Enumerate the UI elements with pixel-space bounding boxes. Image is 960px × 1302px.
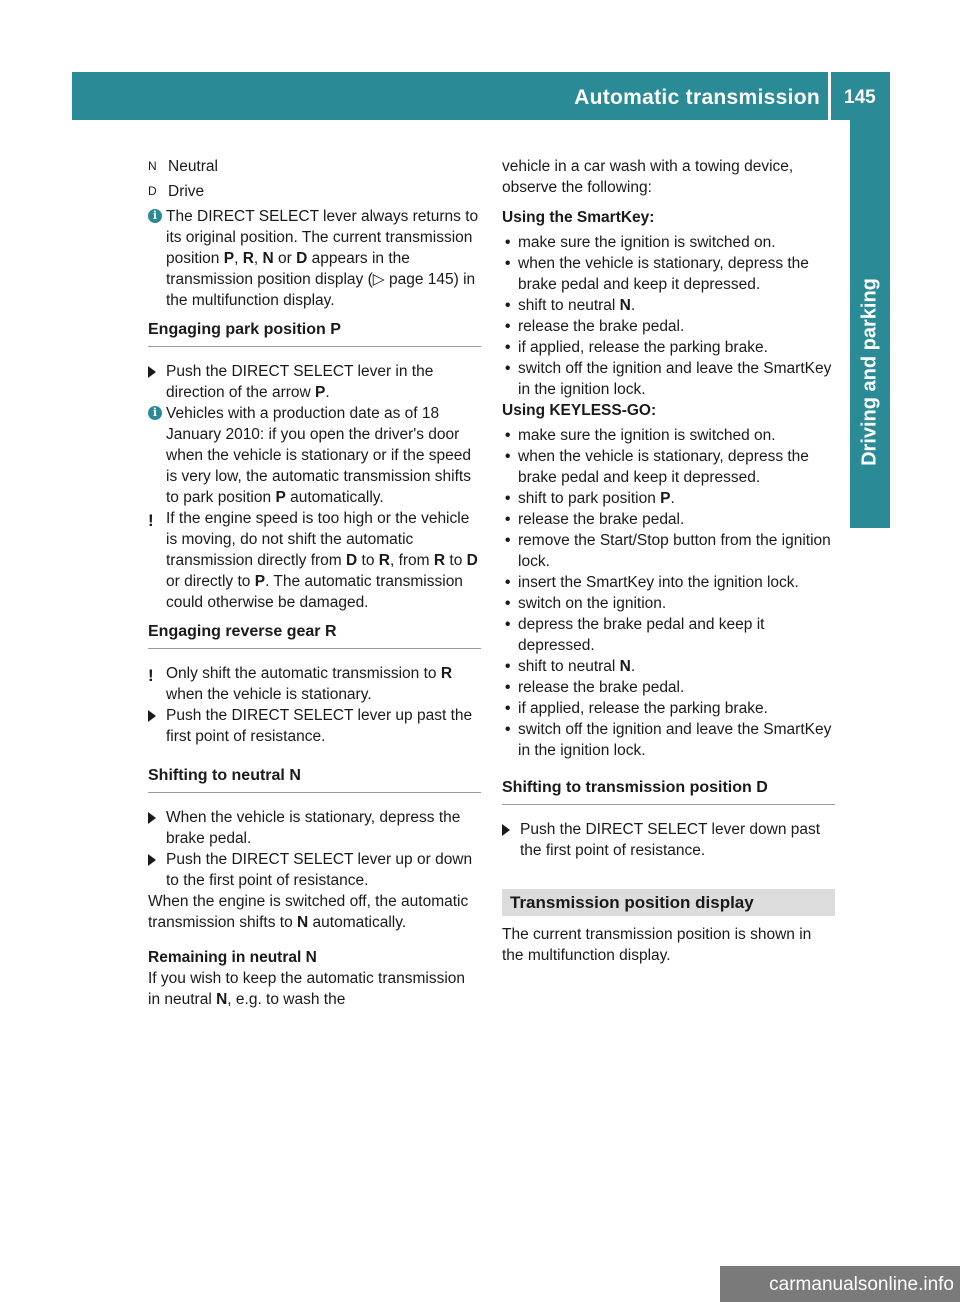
instruction-step: Push the DIRECT SELECT lever up or down to the first point of resistance. — [148, 849, 481, 891]
legend-label: Drive — [168, 183, 205, 200]
page-header — [72, 72, 890, 120]
legend-code: N — [148, 159, 157, 173]
paragraph: vehicle in a car wash with a towing device, observe the following: — [502, 158, 794, 196]
header-divider — [828, 72, 831, 120]
step-arrow-icon — [148, 854, 156, 866]
info-note: i The DIRECT SELECT lever always returns to its original position. The current transmission position P, R, N or D appears in the transmission position display (▷ page 145) in the multifunction display. — [148, 206, 481, 311]
list-item: • switch off the ignition and leave the SmartKey in the ignition lock. — [505, 360, 832, 398]
step-arrow-icon — [148, 366, 156, 378]
list-title: Using the SmartKey: — [502, 209, 655, 226]
info-note: i Vehicles with a production date as of 18 January 2010: if you open the driver's door when the vehicle is stationary or if the speed is very low, the automatic transmission shifts to park position P automatically. — [148, 403, 481, 508]
list-item: • depress the brake pedal and keep it depressed. — [505, 616, 765, 654]
legend-label: Neutral — [168, 158, 218, 175]
list-item: • when the vehicle is stationary, depress the brake pedal and keep it depressed. — [505, 255, 809, 293]
right-column — [502, 156, 835, 966]
list-item: • shift to neutral N. — [505, 658, 636, 675]
step-arrow-icon — [148, 812, 156, 824]
watermark-text: carmanualsonline.info — [769, 1274, 954, 1295]
warning-icon: ! — [148, 511, 154, 530]
paragraph: The current transmission position is shown in the multifunction display. — [502, 926, 812, 964]
list-item: • release the brake pedal. — [505, 318, 685, 335]
list-item: • make sure the ignition is switched on. — [505, 427, 776, 444]
section-heading: Engaging reverse gear R — [148, 621, 481, 649]
warning-icon: ! — [148, 666, 154, 685]
legend-item — [148, 156, 481, 177]
paragraph: When the engine is switched off, the automatic transmission shifts to N automatically. — [148, 893, 469, 931]
instruction-step: Push the DIRECT SELECT lever up past the first point of resistance. — [148, 705, 481, 747]
list-item: • if applied, release the parking brake. — [505, 339, 768, 356]
list-item: • when the vehicle is stationary, depress the brake pedal and keep it depressed. — [505, 448, 809, 486]
list-item: • shift to neutral N. — [505, 297, 636, 314]
list-item: • insert the SmartKey into the ignition lock. — [505, 574, 799, 591]
keyless-list — [502, 425, 835, 761]
legend-item — [148, 181, 481, 202]
smartkey-list — [502, 232, 835, 400]
left-column — [148, 156, 481, 1010]
legend-code: D — [148, 184, 157, 198]
side-tab-marker — [850, 480, 890, 528]
info-icon: i — [148, 209, 162, 223]
list-item: • make sure the ignition is switched on. — [505, 234, 776, 251]
list-item: • release the brake pedal. — [505, 511, 685, 528]
step-arrow-icon — [502, 824, 510, 836]
instruction-step: Push the DIRECT SELECT lever in the direction of the arrow P. — [148, 361, 481, 403]
page-number: 145 — [844, 87, 876, 108]
watermark — [720, 1266, 960, 1302]
section-heading: Engaging park position P — [148, 319, 481, 347]
instruction-step: When the vehicle is stationary, depress the brake pedal. — [148, 807, 481, 849]
step-arrow-icon — [148, 710, 156, 722]
info-icon: i — [148, 406, 162, 420]
list-item: • switch on the ignition. — [505, 595, 667, 612]
warning-note: ! If the engine speed is too high or the vehicle is moving, do not shift the automatic transmission directly from D to R, from R to D or directly to P. The automatic transmission could otherwise be damaged. — [148, 510, 478, 611]
list-item: • remove the Start/Stop button from the ignition lock. — [505, 532, 831, 570]
paragraph: If you wish to keep the automatic transmission in neutral N, e.g. to wash the — [148, 970, 466, 1008]
section-heading: Shifting to transmission position D — [502, 777, 835, 805]
list-item: • switch off the ignition and leave the SmartKey in the ignition lock. — [505, 721, 832, 759]
list-item: • if applied, release the parking brake. — [505, 700, 768, 717]
section-title-box: Transmission position display — [502, 889, 835, 916]
warning-note: ! Only shift the automatic transmission to R when the vehicle is stationary. — [148, 665, 453, 703]
list-item: • release the brake pedal. — [505, 679, 685, 696]
section-heading: Shifting to neutral N — [148, 765, 481, 793]
list-title: Using KEYLESS-GO: — [502, 402, 657, 419]
subsection-title: Remaining in neutral N — [148, 949, 317, 966]
chapter-title: Automatic transmission — [574, 86, 820, 109]
instruction-step: Push the DIRECT SELECT lever down past the first point of resistance. — [502, 819, 835, 861]
list-item: • shift to park position P. — [505, 490, 675, 507]
